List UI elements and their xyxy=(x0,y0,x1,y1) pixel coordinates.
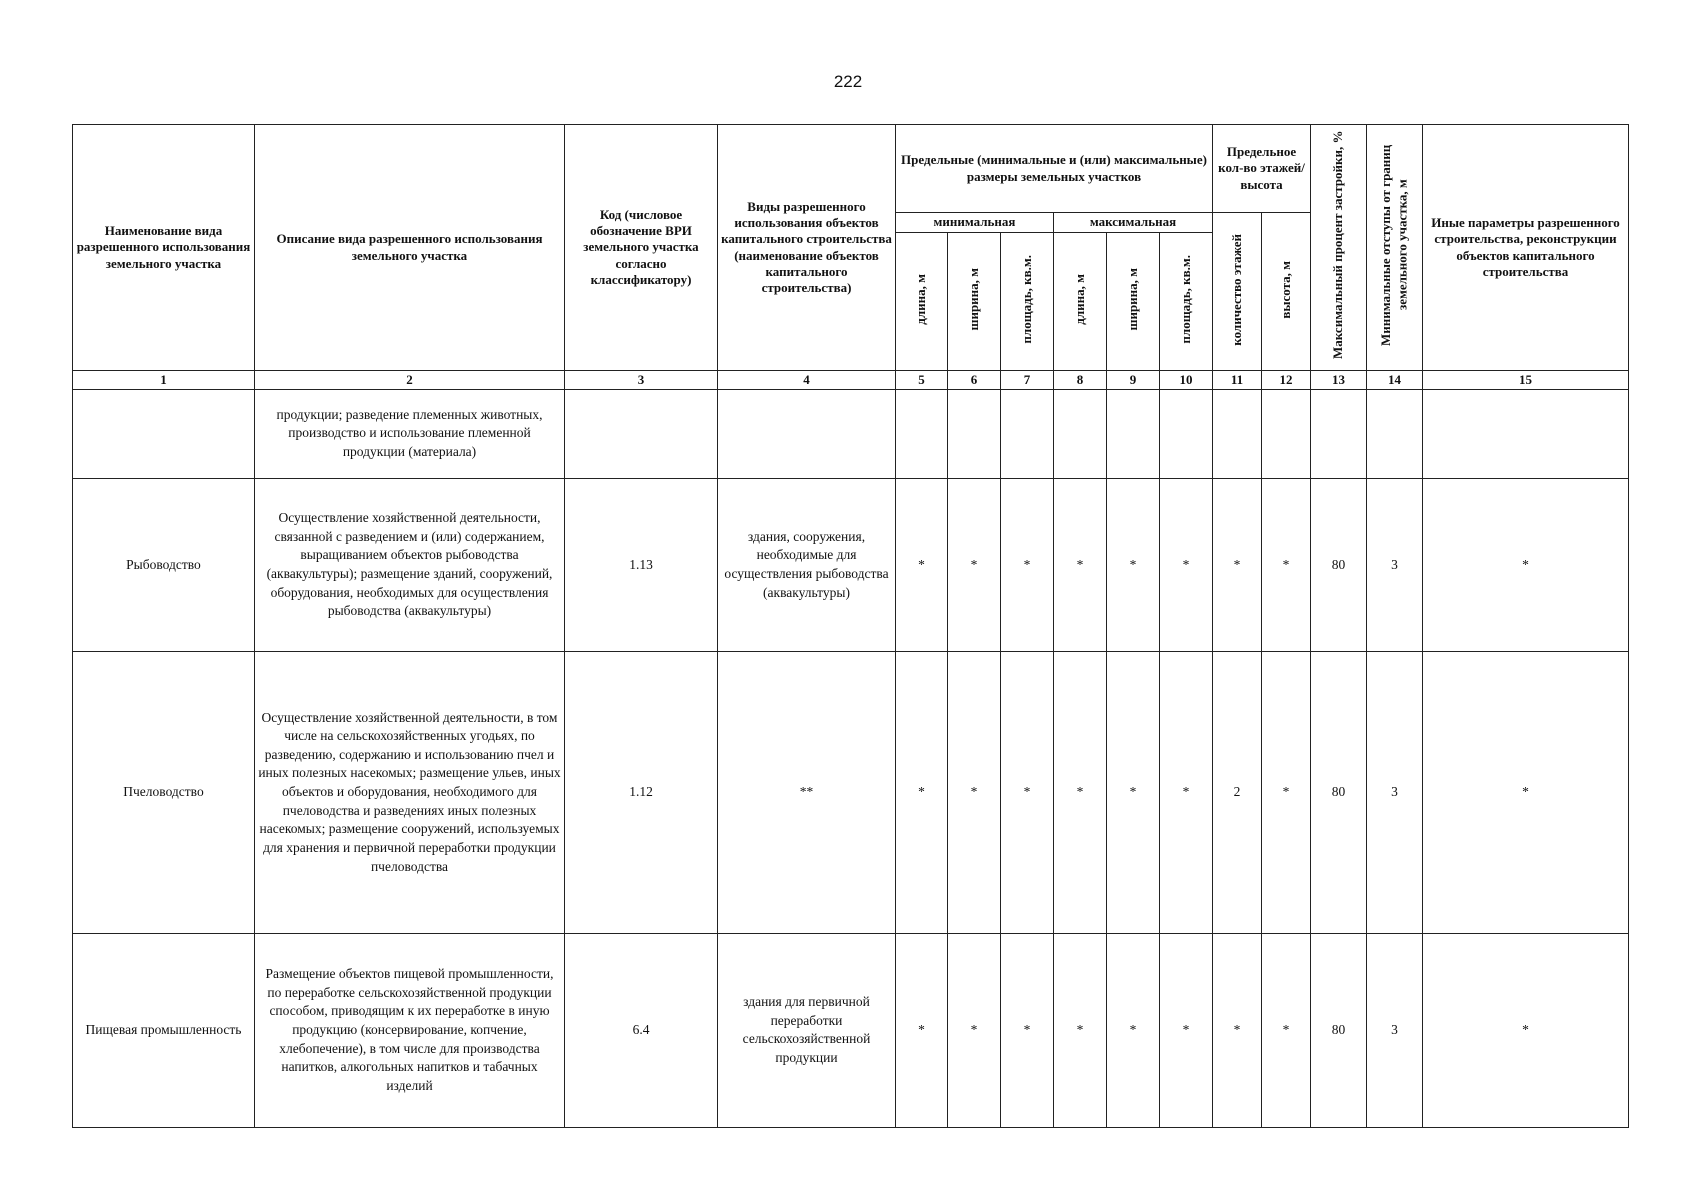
header-height xyxy=(1262,213,1311,371)
header-description: Описание вида разрешенного использования земельного участка xyxy=(255,125,565,371)
use-name: Пищевая промышленность xyxy=(73,933,255,1127)
use-code: 1.12 xyxy=(565,652,718,933)
use-name: Рыбоводство xyxy=(73,478,255,652)
min-width xyxy=(948,389,1001,478)
height-value: * xyxy=(1262,652,1311,933)
header-max-length xyxy=(1054,233,1107,371)
header-max-length-label: длина, м xyxy=(1071,274,1087,325)
column-number: 3 xyxy=(565,371,718,390)
header-floors-label: количество этажей xyxy=(1228,233,1244,346)
max-area xyxy=(1160,389,1213,478)
header-max-area-label: площадь, кв.м. xyxy=(1177,255,1193,344)
other-params: * xyxy=(1423,478,1629,652)
use-description: Осуществление хозяйственной деятельности, связанной с разведением и (или) содержанием, выращиванием объектов рыбоводства (аквакультуры); размещение зданий, сооружений, оборудования, необходимых для осуществления рыбоводства (аквакультуры) xyxy=(255,478,565,652)
column-number: 8 xyxy=(1054,371,1107,390)
header-max-width xyxy=(1107,233,1160,371)
floors-count xyxy=(1213,389,1262,478)
max-coverage: 80 xyxy=(1311,933,1367,1127)
max-width: * xyxy=(1107,933,1160,1127)
max-width xyxy=(1107,389,1160,478)
floors-count: * xyxy=(1213,933,1262,1127)
use-description: продукции; разведение племенных животных, производство и использование племенной продукции (материала) xyxy=(255,389,565,478)
column-number: 9 xyxy=(1107,371,1160,390)
min-setback: 3 xyxy=(1367,652,1423,933)
column-number: 10 xyxy=(1160,371,1213,390)
use-name: Пчеловодство xyxy=(73,652,255,933)
header-maximum: максимальная xyxy=(1054,213,1213,233)
max-length xyxy=(1054,389,1107,478)
header-floors xyxy=(1213,213,1262,371)
max-length: * xyxy=(1054,933,1107,1127)
header-min-setbacks xyxy=(1367,125,1423,371)
header-min-length xyxy=(896,233,948,371)
column-number: 2 xyxy=(255,371,565,390)
min-length: * xyxy=(896,933,948,1127)
header-other-params: Иные параметры разрешенного строительства, реконструкции объектов капитального строительства xyxy=(1423,125,1629,371)
table-row xyxy=(73,478,1629,652)
column-number: 1 xyxy=(73,371,255,390)
max-coverage: 80 xyxy=(1311,652,1367,933)
min-length: * xyxy=(896,652,948,933)
height-value: * xyxy=(1262,478,1311,652)
column-number: 4 xyxy=(718,371,896,390)
min-width: * xyxy=(948,478,1001,652)
header-floor-limits: Предельное кол-во этажей/ высота xyxy=(1213,125,1311,213)
use-description: Размещение объектов пищевой промышленности, по переработке сельскохозяйственной продукции способом, приводящим к их переработке в иную продукцию (консервирование, копчение, хлебопечение), в том числе для производства напитков, алкогольных напитков и табачных изделий xyxy=(255,933,565,1127)
max-width: * xyxy=(1107,652,1160,933)
min-setback xyxy=(1367,389,1423,478)
column-number: 7 xyxy=(1001,371,1054,390)
page-number: 222 xyxy=(833,72,863,91)
header-plot-sizes: Предельные (минимальные и (или) максимальные) размеры земельных участков xyxy=(896,125,1213,213)
header-max-coverage-label: Максимальный процент застройки, % xyxy=(1330,131,1346,360)
header-min-area xyxy=(1001,233,1054,371)
max-width: * xyxy=(1107,478,1160,652)
object-types: здания, сооружения, необходимые для осуществления рыбоводства (аквакультуры) xyxy=(718,478,896,652)
header-min-width xyxy=(948,233,1001,371)
column-numbers-row xyxy=(73,371,1629,390)
header-minimum: минимальная xyxy=(896,213,1054,233)
column-number: 6 xyxy=(948,371,1001,390)
min-area: * xyxy=(1001,478,1054,652)
max-length: * xyxy=(1054,652,1107,933)
max-area: * xyxy=(1160,933,1213,1127)
header-min-width-label: ширина, м xyxy=(965,268,981,331)
min-setback: 3 xyxy=(1367,478,1423,652)
header-max-coverage xyxy=(1311,125,1367,371)
min-length: * xyxy=(896,478,948,652)
min-setback: 3 xyxy=(1367,933,1423,1127)
object-types: ** xyxy=(718,652,896,933)
column-number: 14 xyxy=(1367,371,1423,390)
header-use-name: Наименование вида разрешенного использования земельного участка xyxy=(73,125,255,371)
min-width: * xyxy=(948,652,1001,933)
object-types: здания для первичной переработки сельскохозяйственной продукции xyxy=(718,933,896,1127)
header-objects: Виды разрешенного использования объектов капитального строительства (наименование объектов капитального строительства) xyxy=(718,125,896,371)
other-params: * xyxy=(1423,652,1629,933)
max-area: * xyxy=(1160,478,1213,652)
other-params: * xyxy=(1423,933,1629,1127)
column-number: 11 xyxy=(1213,371,1262,390)
height-value: * xyxy=(1262,933,1311,1127)
floors-count: 2 xyxy=(1213,652,1262,933)
use-name xyxy=(73,389,255,478)
min-area: * xyxy=(1001,933,1054,1127)
header-max-width-label: ширина, м xyxy=(1124,268,1140,331)
header-min-area-label: площадь, кв.м. xyxy=(1018,255,1034,344)
use-code: 6.4 xyxy=(565,933,718,1127)
column-number: 12 xyxy=(1262,371,1311,390)
table-row xyxy=(73,652,1629,933)
object-types xyxy=(718,389,896,478)
column-number: 15 xyxy=(1423,371,1629,390)
header-max-area xyxy=(1160,233,1213,371)
table-row xyxy=(73,389,1629,478)
max-length: * xyxy=(1054,478,1107,652)
min-area xyxy=(1001,389,1054,478)
height-value xyxy=(1262,389,1311,478)
use-code xyxy=(565,389,718,478)
max-area: * xyxy=(1160,652,1213,933)
use-code: 1.13 xyxy=(565,478,718,652)
header-min-length-label: длина, м xyxy=(913,274,929,325)
min-length xyxy=(896,389,948,478)
zoning-regulations-table xyxy=(72,124,1629,1128)
use-description: Осуществление хозяйственной деятельности, в том числе на сельскохозяйственных угодьях, по разведению, содержанию и использованию пчел и иных полезных насекомых; размещение ульев, иных объектов и оборудования, необходимого для пчеловодства и разведениях иных полезных насекомых; размещение сооружений, используемых для хранения и первичной переработки продукции пчеловодства xyxy=(255,652,565,933)
header-min-setbacks-label: Минимальные отступы от границ земельного участка, м xyxy=(1378,144,1410,347)
max-coverage xyxy=(1311,389,1367,478)
column-number: 13 xyxy=(1311,371,1367,390)
floors-count: * xyxy=(1213,478,1262,652)
column-number: 5 xyxy=(896,371,948,390)
header-code: Код (числовое обозначение ВРИ земельного участка согласно классификатору) xyxy=(565,125,718,371)
min-area: * xyxy=(1001,652,1054,933)
header-height-label: высота, м xyxy=(1277,260,1293,319)
table-row xyxy=(73,933,1629,1127)
min-width: * xyxy=(948,933,1001,1127)
max-coverage: 80 xyxy=(1311,478,1367,652)
other-params xyxy=(1423,389,1629,478)
